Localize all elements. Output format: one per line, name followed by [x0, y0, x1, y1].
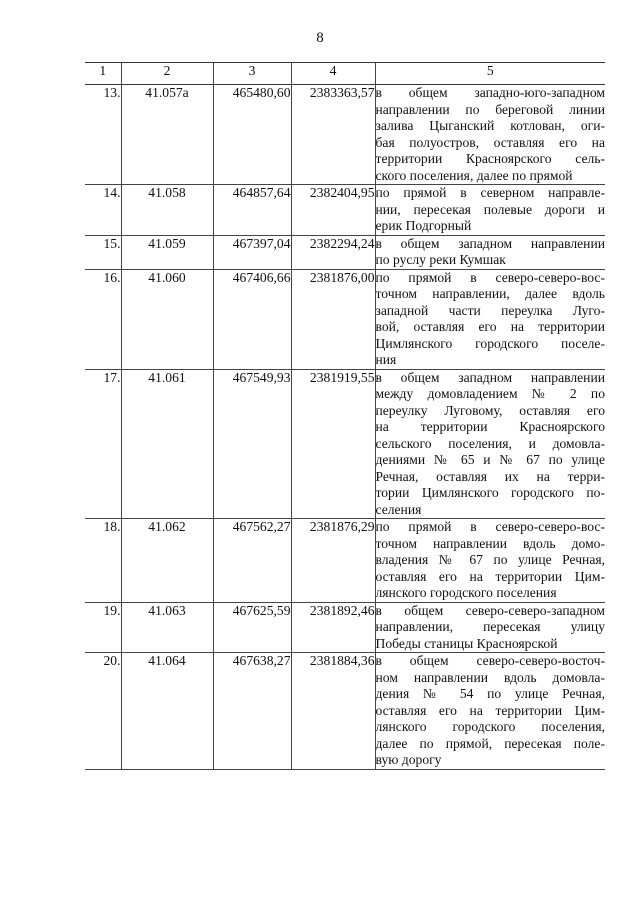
coord-y: 2381876,00	[291, 269, 375, 369]
description-line: дения № 54 по улице Речная,	[375, 686, 605, 701]
row-number: 20.	[103, 653, 121, 668]
description-line: переулку Луговому, оставляя его	[375, 402, 605, 418]
description-line: лянского городского поселения	[375, 585, 557, 600]
description-line: направлении, пересекая улицу	[375, 619, 605, 634]
boundary-description	[375, 85, 605, 185]
description-line: тории Цимлянского городского по-	[375, 485, 605, 500]
description-line: западной части переулка Луго-	[375, 302, 605, 318]
boundary-description	[375, 369, 605, 519]
table-row	[85, 235, 605, 269]
point-id: 41.058	[121, 185, 213, 236]
header-col-2: 2	[121, 63, 213, 85]
description-line: в общем северо-северо-восточ-	[375, 653, 605, 668]
description-line: Победы станицы Красноярской	[375, 635, 558, 651]
boundary-description	[375, 602, 605, 653]
description-line: по прямой в северном направле-	[375, 185, 605, 200]
description-line: далее по прямой, пересекая поле-	[375, 735, 605, 751]
description-line: дениями № 65 и № 67 по улице	[375, 452, 605, 467]
point-id: 41.060	[121, 269, 213, 369]
description-line: оставляя его на территории Цим-	[375, 702, 605, 718]
point-id: 41.059	[121, 235, 213, 269]
description-line: бая полуостров, оставляя его на	[375, 134, 605, 150]
description-line: в общем западном направлении	[375, 235, 605, 251]
table-row	[85, 185, 605, 236]
point-id: 41.061	[121, 369, 213, 519]
description-line: по прямой в северо-северо-вос-	[375, 269, 605, 285]
table-body	[85, 85, 605, 770]
description-line: селения	[375, 501, 422, 517]
description-line: ского поселения, далее по прямой	[375, 167, 573, 183]
coord-y: 2381919,55	[291, 369, 375, 519]
description-line: ном направлении вдоль домовла-	[375, 669, 605, 685]
header-col-4: 4	[291, 63, 375, 85]
row-number: 18.	[103, 519, 121, 534]
table-row	[85, 653, 605, 770]
description-line: Цимлянского городского поселе-	[375, 335, 605, 351]
row-number: 15.	[103, 235, 121, 251]
coord-x: 464857,64	[213, 185, 291, 236]
description-line: ерик Подгорный	[375, 218, 472, 233]
table-row	[85, 369, 605, 519]
description-line: в общем северо-северо-западном	[375, 602, 605, 618]
description-line: на территории Красноярского	[375, 419, 605, 434]
row-number: 14.	[103, 185, 121, 200]
row-number: 13.	[103, 85, 121, 100]
boundary-table	[85, 62, 605, 770]
header-col-5: 5	[375, 63, 605, 85]
description-line: нии, пересекая полевые дороги и	[375, 201, 605, 217]
description-line: по руслу реки Кумшак	[375, 252, 506, 267]
description-line: в общем западно-юго-западном	[375, 85, 605, 100]
coord-y: 2383363,57	[291, 85, 375, 185]
coord-x: 465480,60	[213, 85, 291, 185]
description-line: Речная, оставляя их на терри-	[375, 468, 605, 484]
table-row	[85, 269, 605, 369]
description-line: в общем западном направлении	[375, 369, 605, 385]
header-col-3: 3	[213, 63, 291, 85]
coord-y: 2381892,46	[291, 602, 375, 653]
point-id: 41.062	[121, 519, 213, 603]
description-line: между домовладением № 2 по	[375, 386, 605, 401]
page-number: 8	[316, 30, 324, 46]
boundary-description	[375, 185, 605, 236]
description-line: сельского поселения, и домовла-	[375, 435, 605, 451]
description-line: оставляя его на территории Цим-	[375, 568, 605, 584]
row-number: 19.	[103, 602, 121, 618]
table-row	[85, 602, 605, 653]
description-line: точном направлении, далее вдоль	[375, 286, 605, 301]
description-line: по прямой в северо-северо-вос-	[375, 519, 605, 534]
description-line: владения № 67 по улице Речная,	[375, 552, 605, 567]
description-line: ния	[375, 352, 397, 367]
description-line: вую дорогу	[375, 752, 442, 767]
point-id: 41.057а	[121, 85, 213, 185]
coord-y: 2381876,29	[291, 519, 375, 603]
coord-x: 467625,59	[213, 602, 291, 653]
point-id: 41.063	[121, 602, 213, 653]
table-row	[85, 85, 605, 185]
description-line: залива Цыганский котлован, оги-	[375, 118, 605, 133]
description-line: территории Красноярского сель-	[375, 151, 605, 166]
description-line: лянского городского поселения,	[375, 719, 605, 734]
boundary-description	[375, 269, 605, 369]
description-line: вой, оставляя его на территории	[375, 319, 605, 334]
coord-x: 467638,27	[213, 653, 291, 770]
description-line: направлении по береговой линии	[375, 101, 605, 117]
coord-y: 2381884,36	[291, 653, 375, 770]
coord-x: 467562,27	[213, 519, 291, 603]
boundary-description	[375, 519, 605, 603]
coord-x: 467397,04	[213, 235, 291, 269]
description-line: точном направлении вдоль домо-	[375, 535, 605, 551]
boundary-description	[375, 653, 605, 770]
table-header	[85, 63, 605, 85]
boundary-description	[375, 235, 605, 269]
coord-y: 2382404,95	[291, 185, 375, 236]
row-number: 16.	[103, 269, 121, 285]
header-col-1: 1	[85, 63, 121, 85]
point-id: 41.064	[121, 653, 213, 770]
row-number: 17.	[103, 369, 121, 385]
coord-y: 2382294,24	[291, 235, 375, 269]
coord-x: 467406,66	[213, 269, 291, 369]
coord-x: 467549,93	[213, 369, 291, 519]
table-row	[85, 519, 605, 603]
